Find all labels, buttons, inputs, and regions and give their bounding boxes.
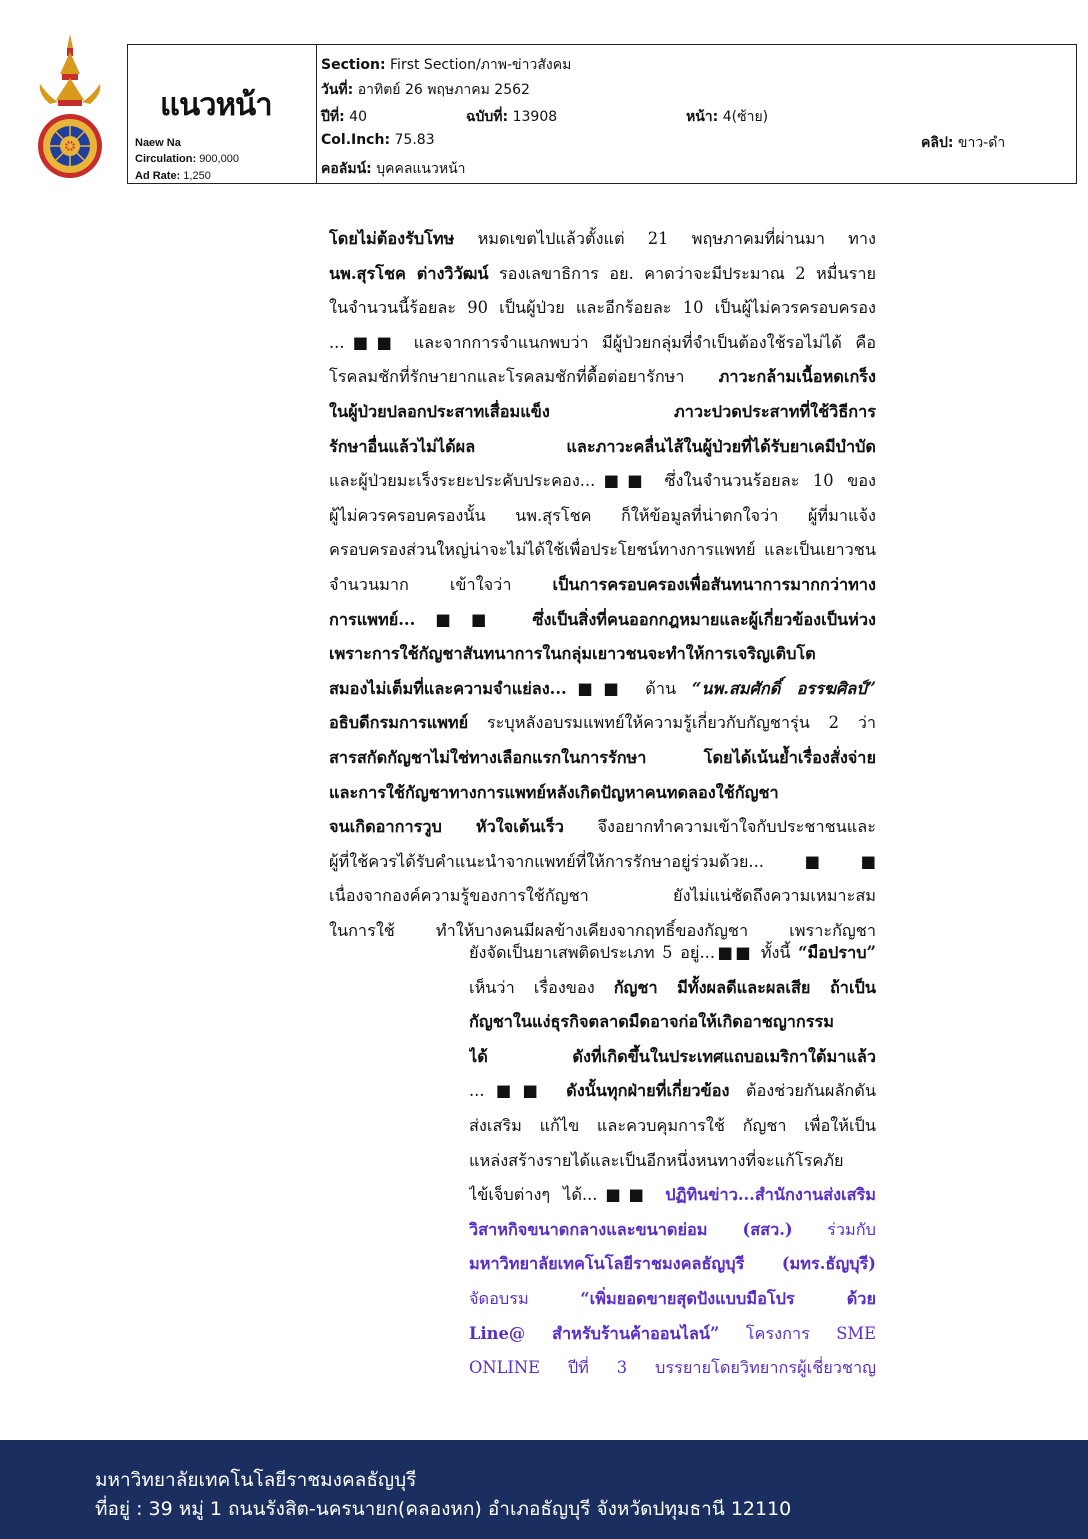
article-line: ยังจัดเป็นยาเสพติดประเภท 5 อยู่...■■ ทั้งนี้ “มือปราบ” — [469, 943, 876, 962]
article-line: ผู้ไม่ควรครอบครองนั้น นพ.สุรโชค ก็ให้ข้อมูลที่น่าตกใจว่า ผู้ที่มาแจ้ง — [329, 505, 876, 525]
article-line: ...■■ ดังนั้นทุกฝ่ายที่เกี่ยวข้อง ต้องช่วยกันผลักดัน — [469, 1081, 876, 1101]
article-line: ผู้ที่ใช้ควรได้รับคำแนะนำจากแพทย์ที่ให้การรักษาอยู่ร่วมด้วย...■■ — [329, 851, 876, 871]
date-row: วันที่: อาทิตย์ 26 พฤษภาคม 2562 — [321, 82, 530, 98]
article-line: ในการใช้ ทำให้บางคนมีผลข้างเคียงจากฤทธิ์ของกัญชา เพราะกัญชา — [329, 920, 876, 940]
university-footer — [0, 1440, 1088, 1539]
article-line: จนเกิดอาการวูบ หัวใจเต้นเร็ว จึงอยากทำความเข้าใจกับประชาชนและ — [329, 817, 876, 837]
article-line: Line@ สำหรับร้านค้าออนไลน์” โครงการ SME — [469, 1323, 876, 1343]
article-line: และผู้ป่วยมะเร็งระยะประคับประคอง...■■ ซึ่งในจำนวนร้อยละ 10 ของ — [329, 471, 876, 491]
article-line: สมองไม่เต็มที่และความจำแย่ลง...■■ ด้าน “นพ.สมศักดิ์ อรรฆศิลป์” — [329, 678, 876, 698]
article-line: การแพทย์...■■ ซึ่งเป็นสิ่งที่คนออกกฎหมายและผู้เกี่ยวข้องเป็นห่วง — [329, 609, 876, 629]
article-line: ในจำนวนนี้ร้อยละ 90 เป็นผู้ป่วย และอีกร้อยละ 10 เป็นผู้ไม่ควรครอบครอง — [329, 298, 876, 318]
article-line: กัญชาในแง่ธุรกิจตลาดมืดอาจก่อให้เกิดอาชญากรรม — [469, 1012, 834, 1032]
article-line: ONLINE ปีที่ 3 บรรยายโดยวิทยากรผู้เชี่ยวชาญ — [469, 1358, 876, 1378]
clipping-header — [127, 44, 1077, 184]
article-line: เพราะการใช้กัญชาสันทนาการในกลุ่มเยาวชนจะทำให้การเจริญเติบโต — [329, 644, 816, 664]
publication-info — [128, 45, 317, 183]
article-line: รักษาอื่นแล้วไม่ได้ผล และภาวะคลื่นไส้ในผู้ป่วยที่ได้รับยาเคมีบำบัด — [329, 436, 876, 456]
article-line: นพ.สุรโชค ต่างวิวัฒน์ รองเลขาธิการ อย. คาดว่าจะมีประมาณ 2 หมื่นราย — [329, 263, 876, 283]
article-line: มหาวิทยาลัยเทคโนโลยีราชมงคลธัญบุรี (มทร.ธัญบุรี) — [469, 1254, 876, 1274]
footer-address: ที่อยู่ : 39 หมู่ 1 ถนนรังสิต-นครนายก(คลองหก) อำเภอธัญบุรี จังหวัดปทุมธานี 12110 — [95, 1498, 792, 1520]
article-line: ได้ ดังที่เกิดขึ้นในประเทศแถบอเมริกาใต้มาแล้ว — [469, 1046, 876, 1066]
article-line: เห็นว่า เรื่องของ กัญชา มีทั้งผลดีและผลเสีย ถ้าเป็น — [469, 977, 876, 997]
newspaper-logo: แนวหน้า — [160, 87, 272, 123]
article-body — [329, 222, 876, 948]
clip-row: คลิป: ขาว-ดำ — [921, 135, 1006, 151]
article-line: โรคลมชักที่รักษายากและโรคลมชักที่ดื้อต่อยารักษา ภาวะกล้ามเนื้อหดเกร็ง — [329, 367, 876, 387]
clipping-meta — [321, 45, 1076, 183]
article-line: จำนวนมาก เข้าใจว่า เป็นการครอบครองเพื่อสันทนาการมากกว่าทาง — [329, 574, 876, 594]
page-row: หน้า: 4(ซ้าย) — [686, 109, 769, 125]
article-line: วิสาหกิจขนาดกลางและขนาดย่อม (สสว.) ร่วมกับ — [469, 1219, 876, 1239]
section-row: Section: First Section/ภาพ-ข่าวสังคม — [321, 57, 572, 73]
article-line: ในผู้ป่วยปลอกประสาทเสื่อมแข็ง ภาวะปวดประสาทที่ใช้วิธีการ — [329, 401, 876, 421]
article-line: แหล่งสร้างรายได้และเป็นอีกหนึ่งหนทางที่จะแก้โรคภัย — [469, 1150, 844, 1170]
article-line: ...■■ และจากการจำแนกพบว่า มีผู้ป่วยกลุ่มที่จำเป็นต้องใช้รอไม่ได้ คือ — [329, 332, 876, 352]
circulation: Circulation: 900,000 — [135, 153, 239, 165]
article-line: เนื่องจากองค์ความรู้ของการใช้กัญชา ยังไม่แน่ชัดถึงความเหมาะสม — [329, 886, 876, 906]
footer-university-name: มหาวิทยาลัยเทคโนโลยีราชมงคลธัญบุรี — [95, 1469, 417, 1491]
article-line: สารสกัดกัญชาไม่ใช่ทางเลือกแรกในการรักษา โดยได้เน้นย้ำเรื่องสั่งจ่าย — [329, 747, 876, 767]
article-line: ครอบครองส่วนใหญ่น่าจะไม่ได้ใช้เพื่อประโยชน์ทางการแพทย์ และเป็นเยาวชน — [329, 540, 876, 560]
seal-emblem-icon — [36, 34, 104, 184]
issue-row: ฉบับที่: 13908 — [466, 109, 558, 125]
column-row: คอลัมน์: บุคคลแนวหน้า — [321, 161, 466, 177]
colinch-row: Col.Inch: 75.83 — [321, 132, 435, 148]
article-line: และการใช้กัญชาทางการแพทย์หลังเกิดปัญหาคนทดลองใช้กัญชา — [329, 782, 779, 802]
article-line: อธิบดีกรมการแพทย์ ระบุหลังอบรมแพทย์ให้ความรู้เกี่ยวกับกัญชารุ่น 2 ว่า — [329, 713, 876, 733]
article-body-narrow — [469, 936, 876, 1386]
paper-latin-name: Naew Na — [135, 137, 181, 149]
article-line: ไข้เจ็บต่างๆ ได้...■■ ปฏิทินข่าว...สำนักงานส่งเสริม — [469, 1185, 876, 1205]
article-line: โดยไม่ต้องรับโทษ หมดเขตไปแล้วตั้งแต่ 21 พฤษภาคมที่ผ่านมา ทาง — [329, 229, 876, 248]
article-line: จัดอบรม “เพิ่มยอดขายสุดปังแบบมือโปร ด้วย — [469, 1288, 876, 1308]
ad-rate: Ad Rate: 1,250 — [135, 170, 211, 182]
university-logo — [36, 34, 104, 184]
year-row: ปีที่: 40 — [321, 109, 367, 125]
article-line: ส่งเสริม แก้ไข และควบคุมการใช้ กัญชา เพื่อให้เป็น — [469, 1115, 876, 1135]
